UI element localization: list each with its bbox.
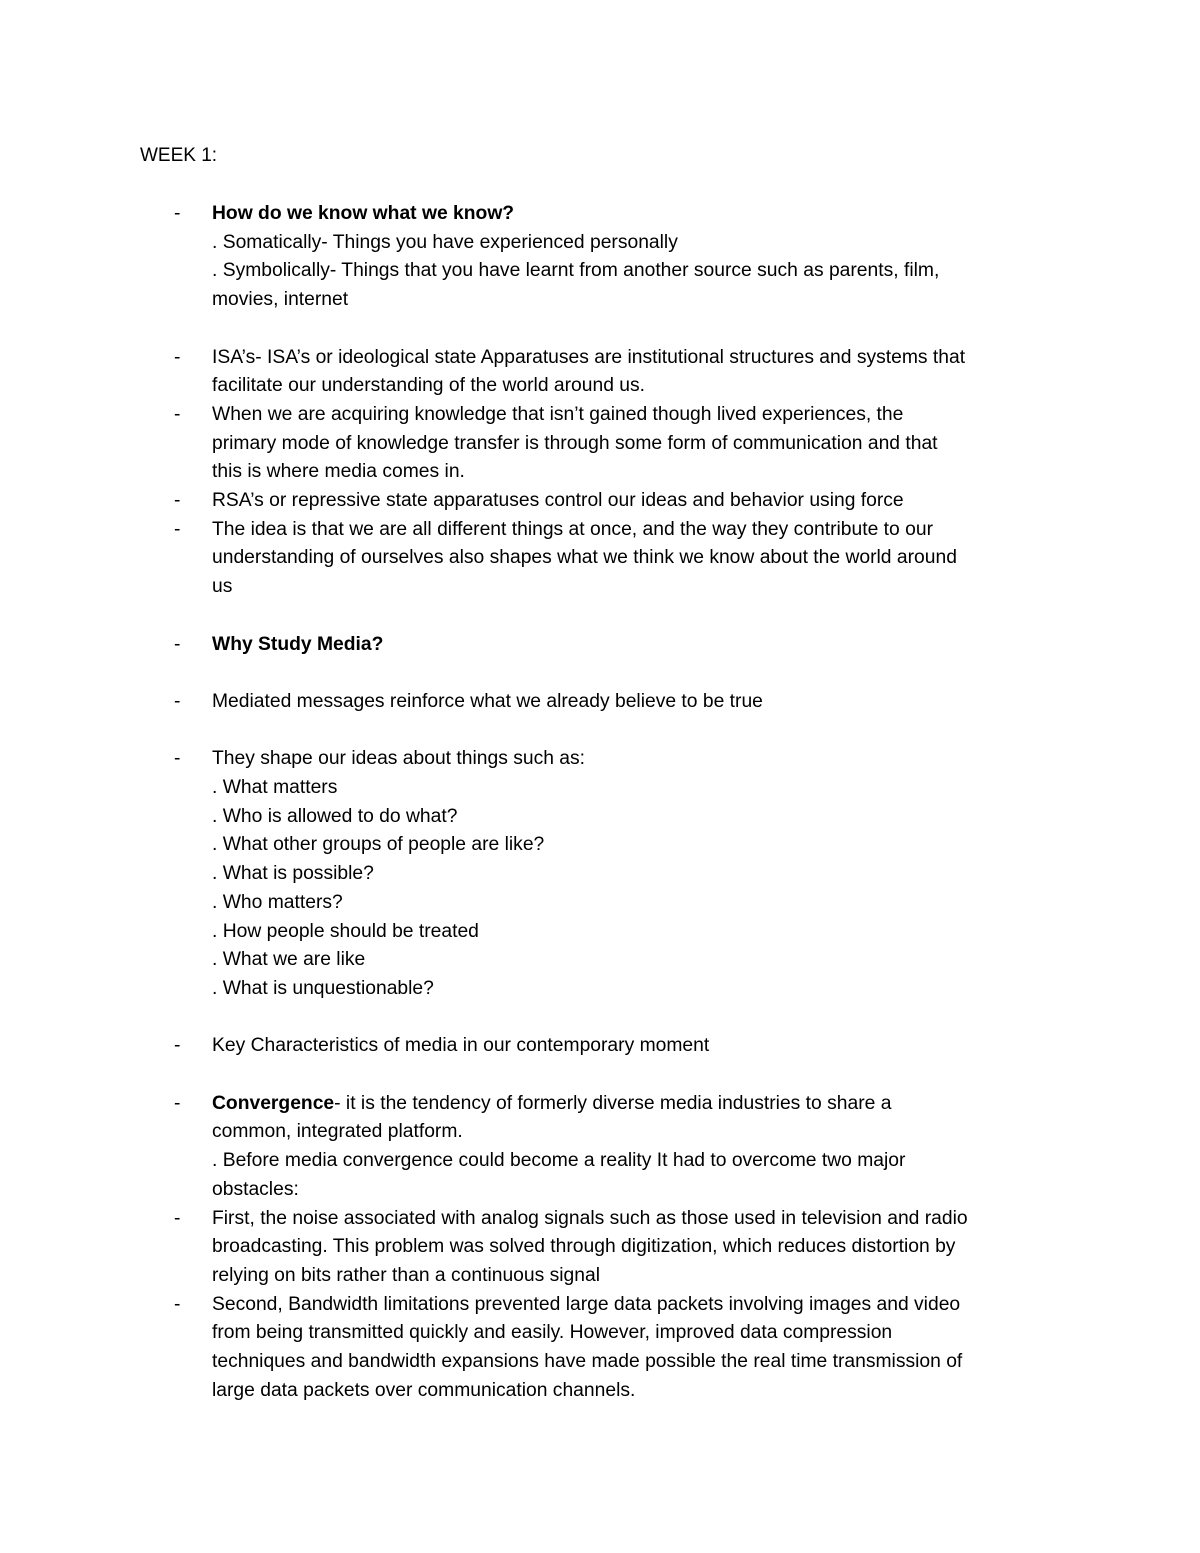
item-title: Convergence [212,1092,335,1114]
list-item [0,745,1062,1003]
item-line: facilitate our understanding of the world around us. [212,375,646,397]
item-line: obstacles: [212,1178,299,1200]
list-item [0,631,1062,660]
item-line: . What we are like [212,949,366,971]
item-line: . What is unquestionable? [212,977,434,999]
bullet-dash: - [174,490,181,512]
bullet-dash: - [174,1293,181,1315]
item-line: . Who is allowed to do what? [212,805,458,827]
item-line: They shape our ideas about things such as: [212,748,586,770]
item-line: primary mode of knowledge transfer is through some form of communication and that [212,432,938,454]
item-line: Mediated messages reinforce what we already believe to be true [212,690,763,712]
item-title-rest: - it is the tendency of formerly diverse media industries to share a [334,1092,892,1114]
bullet-dash: - [174,1092,181,1114]
list-item [0,200,1062,315]
item-line: this is where media comes in. [212,461,465,483]
item-line: Second, Bandwidth limitations prevented large data packets involving images and video [212,1293,961,1315]
item-line: . What matters [212,777,338,798]
bullet-list [0,200,1200,1405]
item-line: understanding of ourselves also shapes what we think we know about the world around [212,547,957,569]
bullet-dash: - [174,346,181,368]
bullet-dash: - [174,748,181,770]
item-title: How do we know what we know? [212,203,515,224]
bullet-dash: - [174,518,181,540]
item-line: . What is possible? [212,863,374,885]
item-line: broadcasting. This problem was solved through digitization, which reduces distortion by [212,1236,956,1258]
list-item [0,401,1062,487]
list-item [0,487,1062,516]
list-item [0,516,1062,602]
list-item [0,688,1062,717]
bullet-dash: - [174,633,181,655]
item-line: movies, internet [212,289,349,311]
item-line: us [212,576,233,598]
item-line: The idea is that we are all different things at once, and the way they contribute to our [212,518,933,540]
item-line: . Symbolically- Things that you have learnt from another source such as parents, film, [212,260,940,282]
list-item [0,1205,1062,1291]
item-line: relying on bits rather than a continuous signal [212,1264,601,1286]
bullet-dash: - [174,403,181,425]
item-line: When we are acquiring knowledge that isn’t gained though lived experiences, the [212,403,904,425]
page-heading: WEEK 1: [140,145,218,166]
item-line: First, the noise associated with analog signals such as those used in television and radio [212,1207,968,1229]
item-line: common, integrated platform. [212,1121,463,1143]
item-line: large data packets over communication channels. [212,1379,636,1401]
item-line: . Somatically- Things you have experienced personally [212,231,678,253]
item-line: techniques and bandwidth expansions have made possible the real time transmission of [212,1351,963,1373]
item-line: . Before media convergence could become a reality It had to overcome two major [212,1150,906,1172]
bullet-dash: - [174,203,181,224]
list-item [0,1291,1062,1406]
bullet-dash: - [174,1207,181,1229]
item-line: from being transmitted quickly and easily. However, improved data compression [212,1322,893,1344]
item-line: RSA’s or repressive state apparatuses control our ideas and behavior using force [212,490,904,512]
item-line: . How people should be treated [212,920,479,942]
item-title: Why Study Media? [212,633,384,655]
list-item [0,1090,1062,1205]
list-item [0,1032,1062,1061]
item-line: Key Characteristics of media in our contemporary moment [212,1035,710,1057]
item-line: . What other groups of people are like? [212,834,545,856]
list-item [0,344,1062,401]
bullet-dash: - [174,1035,181,1057]
item-line: ISA’s- ISA’s or ideological state Apparatuses are institutional structures and systems that [212,346,966,368]
bullet-dash: - [174,690,181,712]
item-line: . Who matters? [212,891,343,913]
item-first-line [212,1090,1062,1119]
